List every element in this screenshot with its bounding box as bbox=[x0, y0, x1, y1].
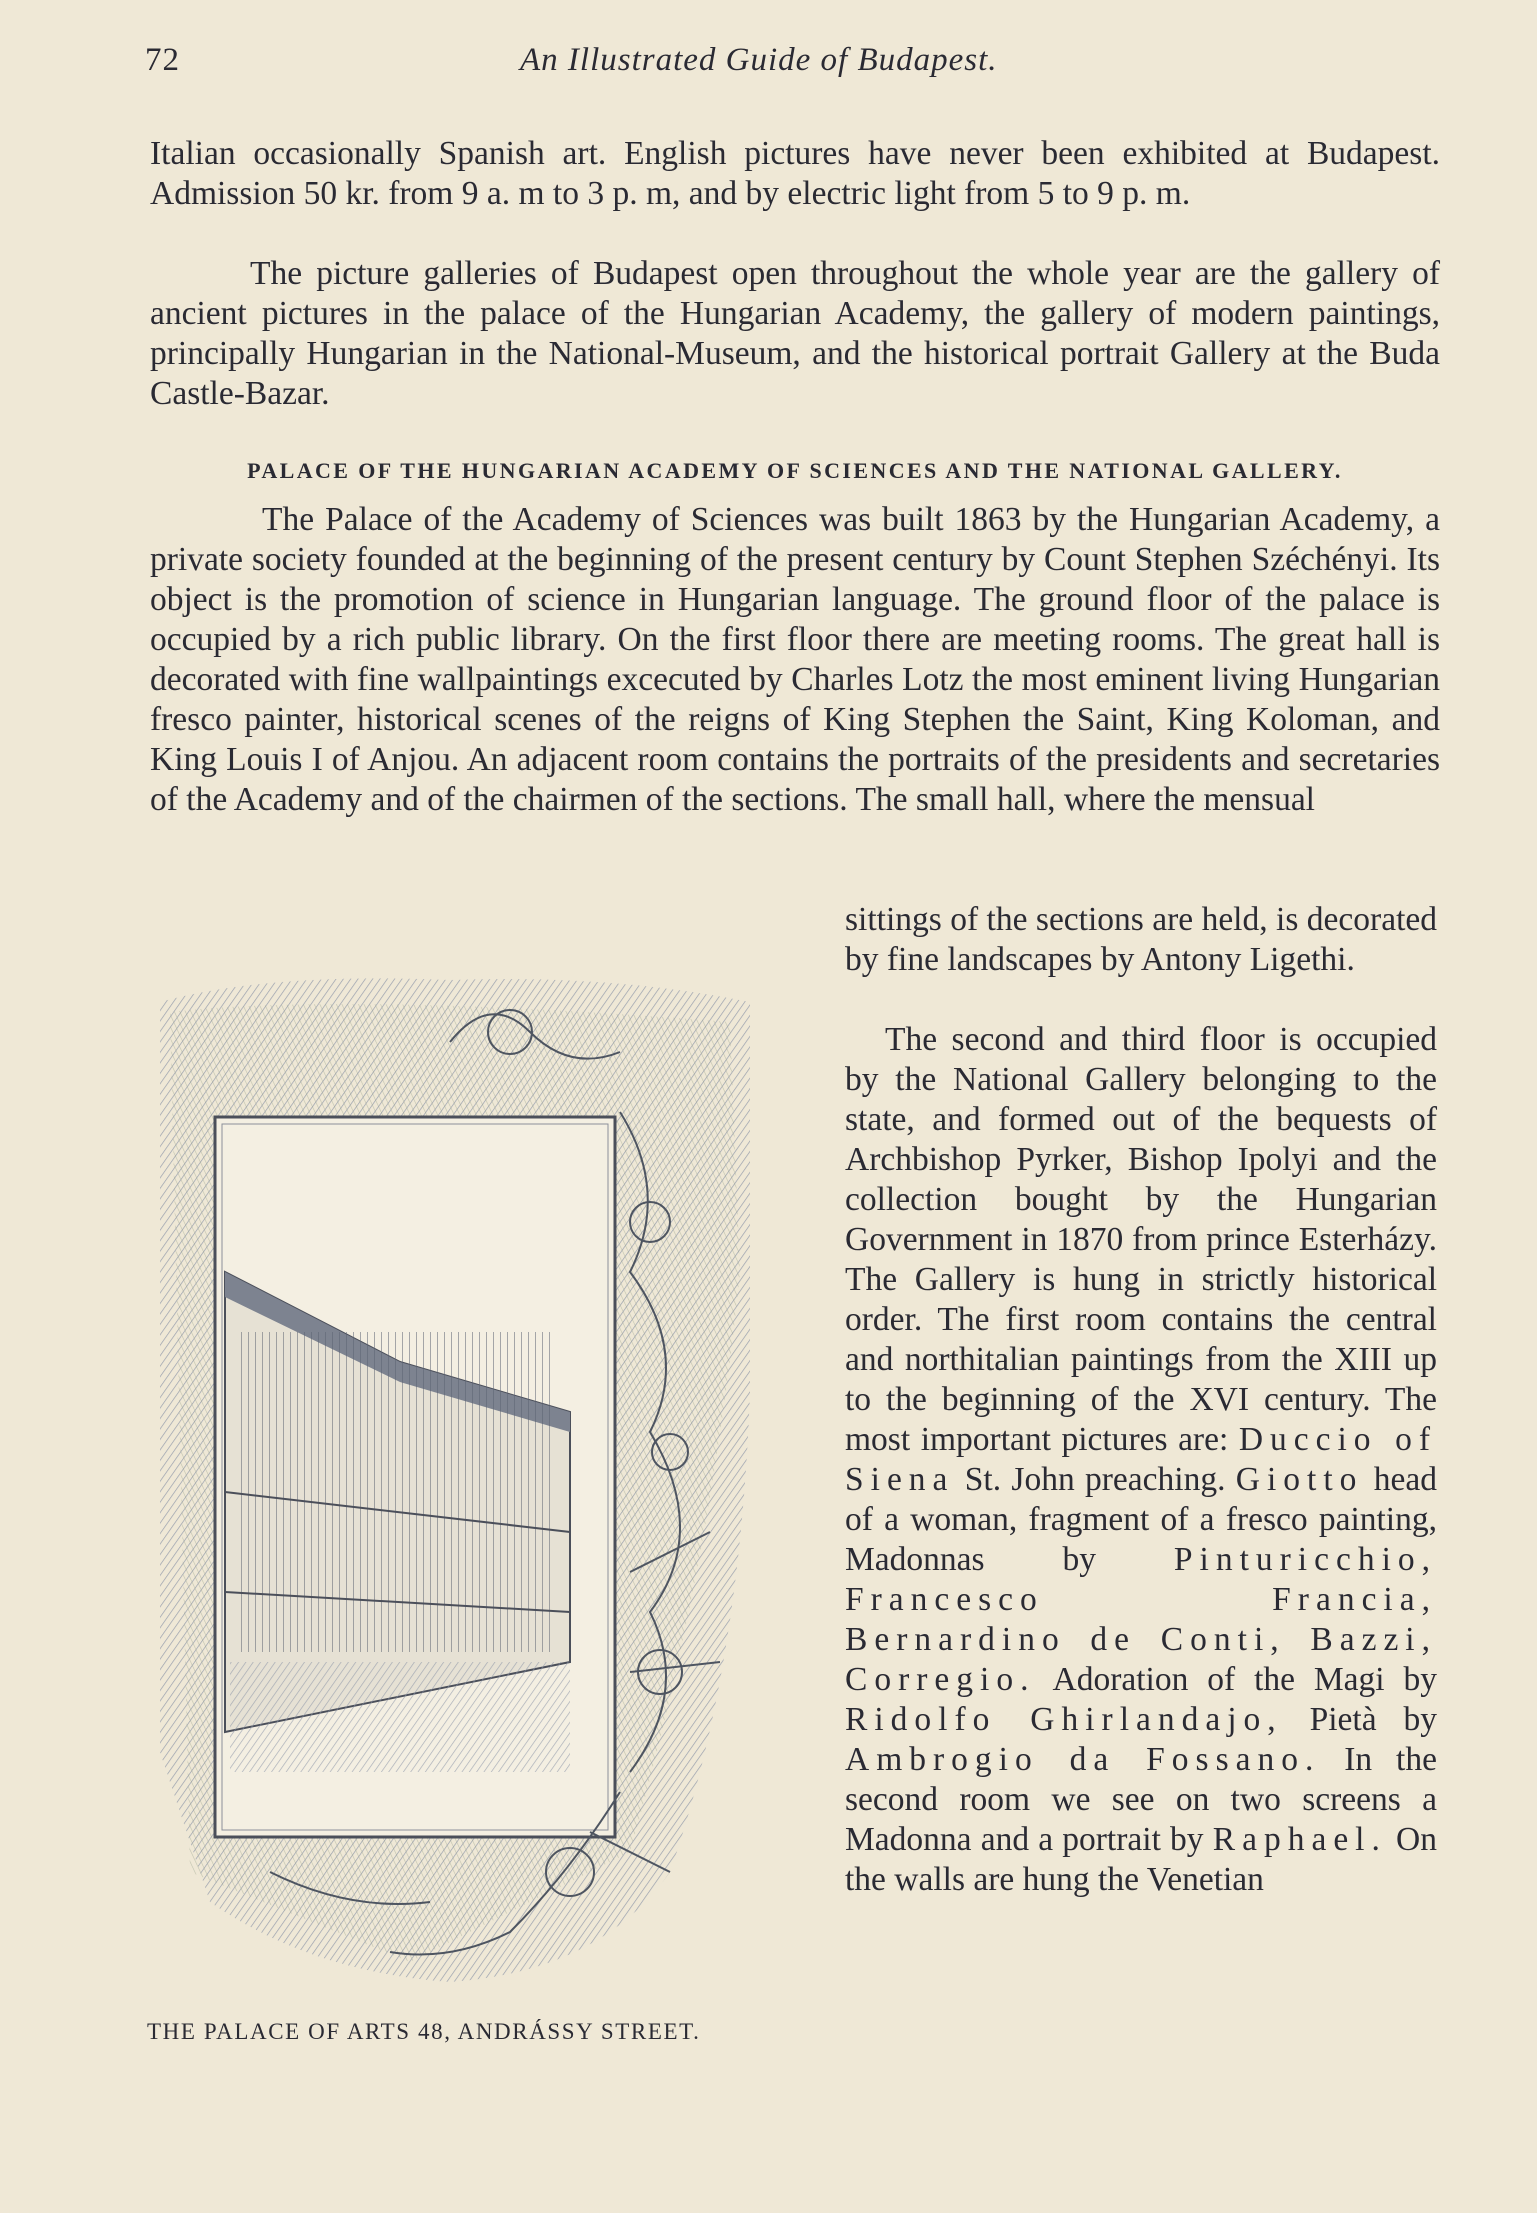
artist-name: Pinturicchio, Francesco Francia, Bernardino de Conti, Bazzi, Corregio. bbox=[845, 1541, 1438, 1698]
paragraph-admission: Italian occasionally Spanish art. English pictures have never been exhibited at Budapest. Admission 50 kr. from 9 a. m to 3 p. m, and by electric light from 5 to 9 p. m. bbox=[150, 135, 1440, 212]
palace-facade bbox=[225, 1272, 570, 1772]
paragraph-small-hall: sittings of the sections are held, is decorated by fine landscapes by Antony Ligethi. bbox=[845, 901, 1437, 978]
artist-name: Ridolfo Ghirlandajo, bbox=[845, 1701, 1283, 1738]
artist-name: Giotto bbox=[1235, 1461, 1364, 1498]
text-segment: In the second room we see on two screens a Madonna and a portrait by bbox=[845, 1741, 1437, 1858]
paragraph-academy: The Palace of the Academy of Sciences was built 1863 by the Hungarian Academy, a private society founded at the beginning of the present century by Count Stephen Széchényi. Its object is the promotion of science in Hungarian language. The ground floor of the palace is occupied by a rich public library. On the first floor there are meeting rooms. The great hall is decorated with fine wallpaintings excecuted by Charles Lotz the most eminent living Hungarian fresco painter, historical scenes of the reigns of King Stephen the Saint, King Koloman, and King Louis I of Anjou. An adjacent room contains the portraits of the presidents and secretaries of the Academy and of the chairmen of the sections. The small hall, where the mensual bbox=[150, 501, 1440, 818]
running-title: An Illustrated Guide of Budapest. bbox=[520, 42, 998, 78]
text-segment: On the walls are hung the Venetian bbox=[845, 1821, 1437, 1898]
paragraph-national-gallery bbox=[845, 1020, 1437, 1900]
text-segment: Pietà by bbox=[1309, 1701, 1437, 1738]
page-number: 72 bbox=[145, 42, 180, 78]
palace-of-arts-engraving bbox=[150, 972, 770, 1987]
section-heading: PALACE OF THE HUNGARIAN ACADEMY OF SCIENCES AND THE NATIONAL GALLERY. bbox=[247, 458, 1343, 483]
text-segment: St. John preaching. bbox=[964, 1461, 1226, 1498]
text-segment: Adoration of the Magi by bbox=[1052, 1661, 1437, 1698]
text-segment: head of a woman, fragment of a fresco painting, Madonnas by bbox=[845, 1461, 1437, 1578]
artist-name: Duccio of Siena bbox=[845, 1421, 1437, 1498]
artist-name: Raphael. bbox=[1212, 1821, 1387, 1858]
text-segment: The second and third floor is occupied by the National Gallery belonging to the state, and formed out of the bequests of Archbishop Pyrker, Bishop Ipolyi and the collection bought by the Hungarian Government in 1870 from prince Esterházy. The Gallery is hung in strictly historical order. The first room contains the central and northitalian paintings from the XIII up to the beginning of the XVI century. The most important pictures are: bbox=[845, 1021, 1437, 1458]
page-header bbox=[145, 42, 1445, 92]
paragraph-galleries: The picture galleries of Budapest open throughout the whole year are the gallery of ancient pictures in the palace of the Hungarian Academy, the gallery of modern paintings, principally Hungarian in the National-Museum, and the historical portrait Gallery at the Buda Castle-Bazar. bbox=[150, 255, 1440, 412]
illustration-caption: THE PALACE OF ARTS 48, ANDRÁSSY STREET. bbox=[147, 2019, 701, 2044]
artist-name: Ambrogio da Fossano. bbox=[845, 1741, 1321, 1778]
